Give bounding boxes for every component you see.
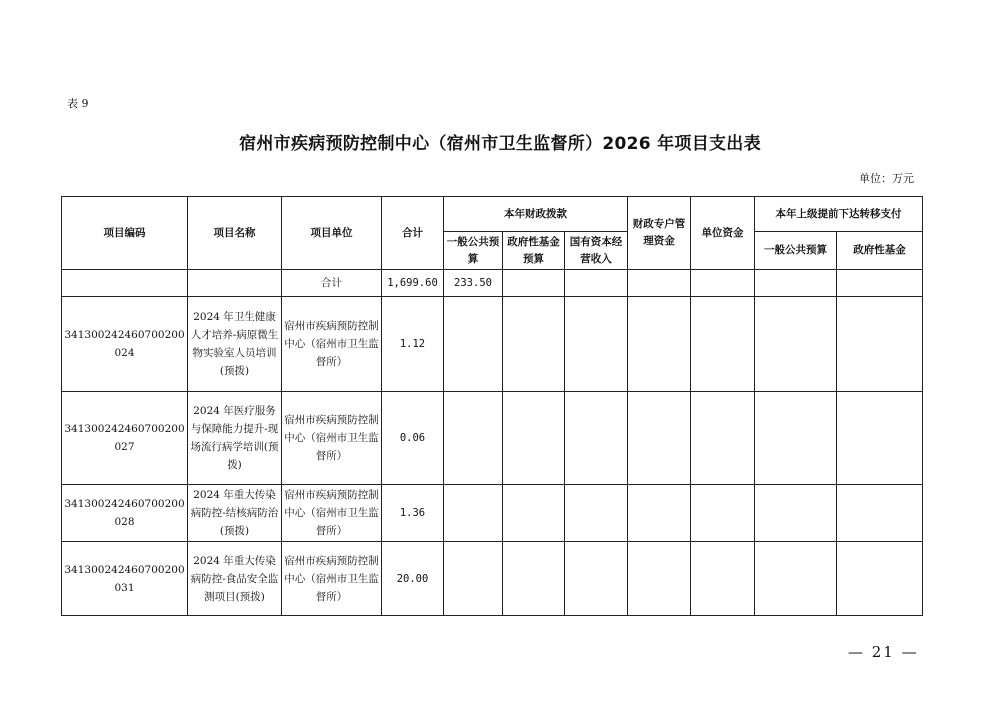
- row-empty-cell: [755, 297, 837, 392]
- row-empty-cell: [444, 392, 503, 485]
- row-code: 341300242460700200028: [62, 485, 188, 542]
- summary-empty-cell: [503, 270, 565, 297]
- page-number: — 21 —: [848, 643, 919, 661]
- row-empty-cell: [691, 485, 755, 542]
- summary-row: [62, 270, 923, 297]
- row-name: 2024 年卫生健康人才培养-病原微生物实验室人员培训(预拨): [188, 297, 282, 392]
- row-empty-cell: [691, 392, 755, 485]
- row-empty-cell: [691, 297, 755, 392]
- header-general-budget: 一般公共预算: [444, 232, 503, 270]
- row-code: 341300242460700200024: [62, 297, 188, 392]
- table-row: [62, 392, 923, 485]
- summary-empty-cell: [628, 270, 691, 297]
- row-total: 20.00: [382, 542, 444, 616]
- row-code: 341300242460700200027: [62, 392, 188, 485]
- table-label: 表 9: [67, 97, 89, 110]
- row-empty-cell: [837, 297, 923, 392]
- summary-empty-cell: [837, 270, 923, 297]
- row-empty-cell: [503, 297, 565, 392]
- header-unit: 项目单位: [282, 197, 382, 270]
- summary-total: 1,699.60: [382, 270, 444, 297]
- row-empty-cell: [565, 392, 628, 485]
- row-empty-cell: [444, 485, 503, 542]
- row-empty-cell: [444, 297, 503, 392]
- row-empty-cell: [565, 485, 628, 542]
- row-empty-cell: [444, 542, 503, 616]
- row-name: 2024 年重大传染病防控-结核病防治(预拨): [188, 485, 282, 542]
- table-row: [62, 297, 923, 392]
- row-empty-cell: [837, 392, 923, 485]
- row-total: 0.06: [382, 392, 444, 485]
- header-gov-fund: 政府性基金预算: [503, 232, 565, 270]
- row-empty-cell: [837, 542, 923, 616]
- row-unit: 宿州市疾病预防控制中心（宿州市卫生监督所）: [282, 542, 382, 616]
- row-empty-cell: [691, 542, 755, 616]
- header-code: 项目编码: [62, 197, 188, 270]
- row-unit: 宿州市疾病预防控制中心（宿州市卫生监督所）: [282, 392, 382, 485]
- row-empty-cell: [755, 392, 837, 485]
- header-transfer-general: 一般公共预算: [755, 232, 837, 270]
- row-code: 341300242460700200031: [62, 542, 188, 616]
- summary-empty-cell: [691, 270, 755, 297]
- project-expenditure-table: [61, 196, 923, 616]
- row-unit: 宿州市疾病预防控制中心（宿州市卫生监督所）: [282, 297, 382, 392]
- row-total: 1.12: [382, 297, 444, 392]
- row-empty-cell: [837, 485, 923, 542]
- row-empty-cell: [565, 297, 628, 392]
- row-name: 2024 年重大传染病防控-食品安全监测项目(预拨): [188, 542, 282, 616]
- header-fiscal-group: 本年财政拨款: [444, 197, 628, 232]
- table-row: [62, 485, 923, 542]
- summary-code: [62, 270, 188, 297]
- table-row: [62, 542, 923, 616]
- summary-name: [188, 270, 282, 297]
- row-empty-cell: [503, 485, 565, 542]
- row-unit: 宿州市疾病预防控制中心（宿州市卫生监督所）: [282, 485, 382, 542]
- summary-empty-cell: [565, 270, 628, 297]
- summary-empty-cell: [755, 270, 837, 297]
- header-transfer-group: 本年上级提前下达转移支付: [755, 197, 923, 232]
- header-transfer-gov-fund: 政府性基金: [837, 232, 923, 270]
- row-empty-cell: [565, 542, 628, 616]
- header-unit-funds: 单位资金: [691, 197, 755, 270]
- header-fiscal-special: 财政专户管理资金: [628, 197, 691, 270]
- row-empty-cell: [755, 485, 837, 542]
- row-empty-cell: [755, 542, 837, 616]
- unit-label: 单位：万元: [859, 172, 914, 185]
- row-empty-cell: [503, 392, 565, 485]
- header-state-capital: 国有资本经营收入: [565, 232, 628, 270]
- header-name: 项目名称: [188, 197, 282, 270]
- row-empty-cell: [628, 542, 691, 616]
- row-empty-cell: [628, 297, 691, 392]
- row-empty-cell: [503, 542, 565, 616]
- header-total: 合计: [382, 197, 444, 270]
- row-empty-cell: [628, 392, 691, 485]
- row-name: 2024 年医疗服务与保障能力提升-现场流行病学培训(预拨): [188, 392, 282, 485]
- summary-label: 合计: [282, 270, 382, 297]
- row-total: 1.36: [382, 485, 444, 542]
- row-empty-cell: [628, 485, 691, 542]
- summary-general-budget: 233.50: [444, 270, 503, 297]
- page-title: 宿州市疾病预防控制中心（宿州市卫生监督所）2026 年项目支出表: [239, 134, 761, 154]
